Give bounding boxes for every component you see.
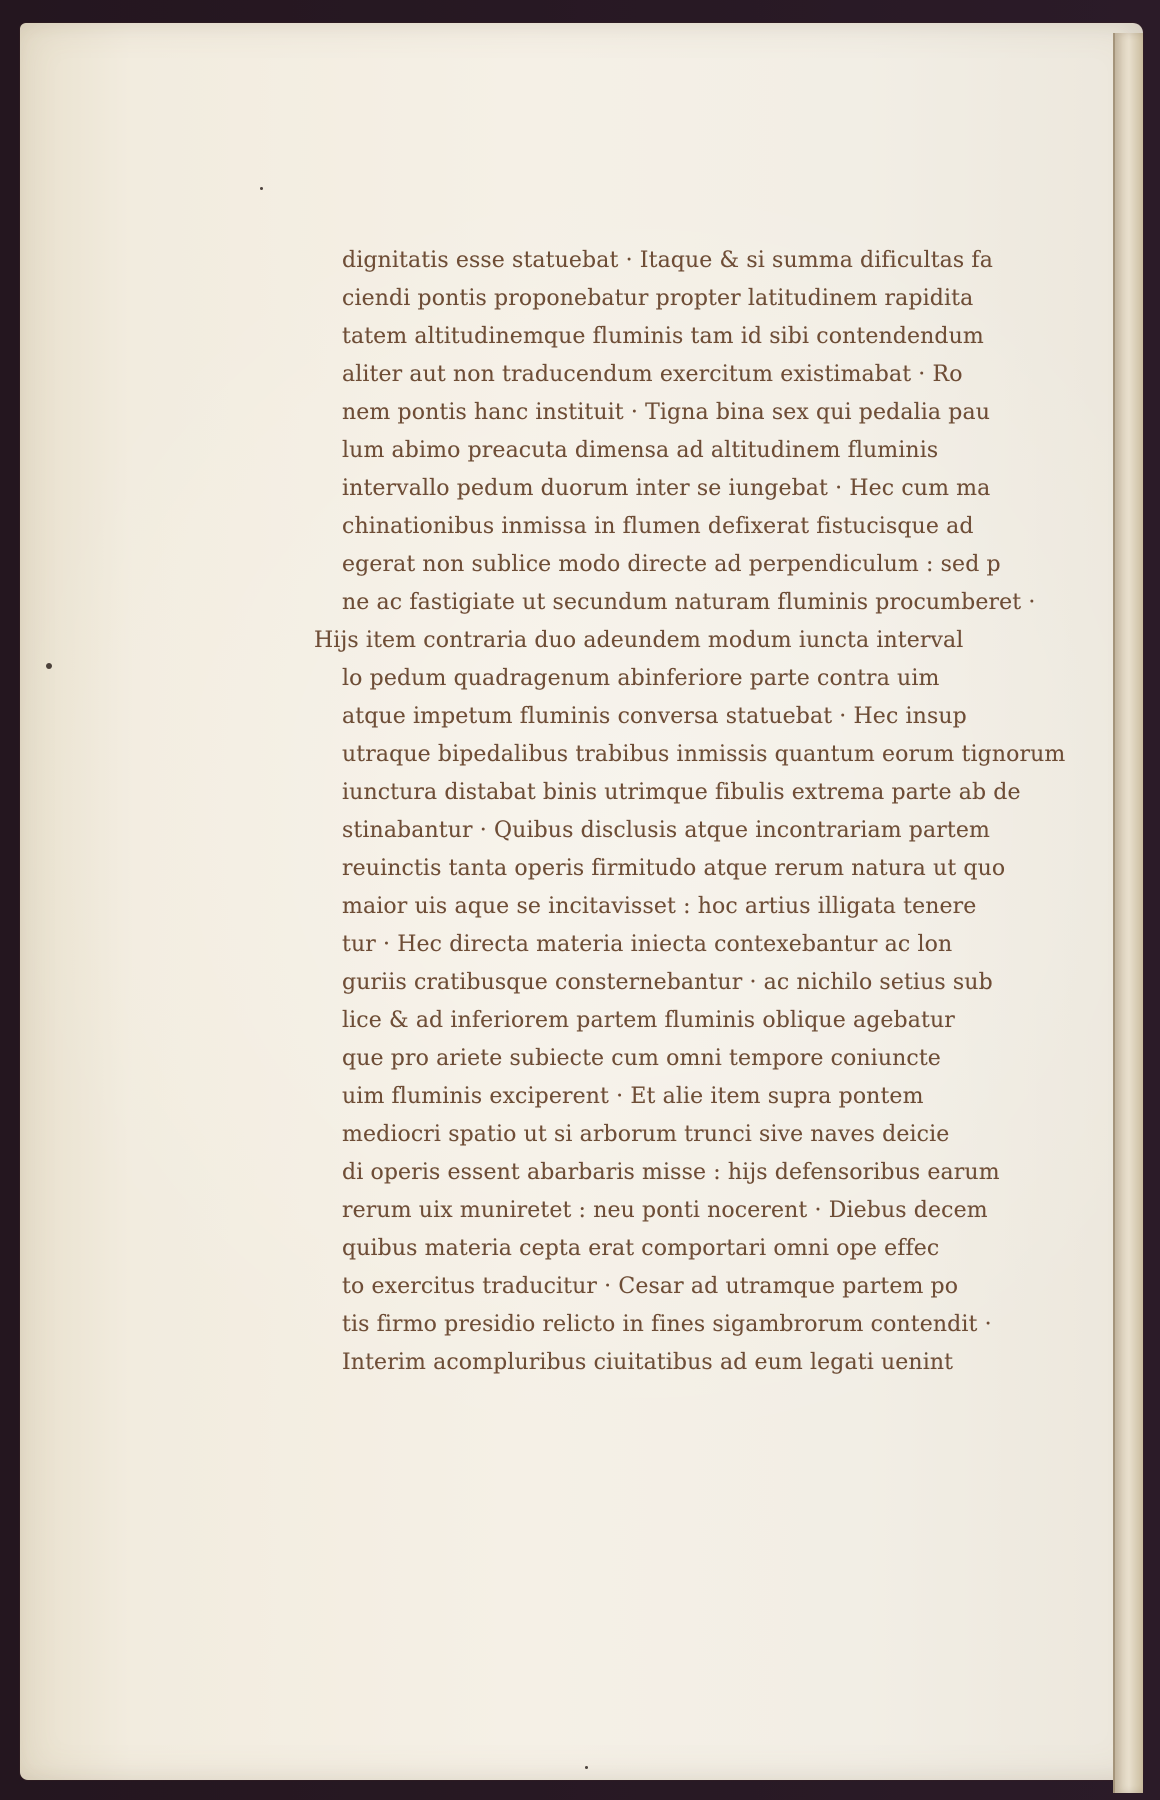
manuscript-line: reuinctis tanta operis firmitudo atque rerum natura ut quo bbox=[342, 856, 1006, 881]
manuscript-line: quibus materia cepta erat comportari omni ope effec bbox=[342, 1236, 940, 1261]
manuscript-line: aliter aut non traducendum exercitum existimabat · Ro bbox=[342, 362, 963, 387]
manuscript-text-block bbox=[314, 242, 1100, 1382]
manuscript-line: nem pontis hanc instituit · Tigna bina sex qui pedalia pau bbox=[342, 400, 990, 425]
manuscript-line: ciendi pontis proponebatur propter latitudinem rapidita bbox=[342, 286, 974, 311]
margin-marks bbox=[1111, 213, 1125, 333]
manuscript-line: stinabantur · Quibus disclusis atque incontrariam partem bbox=[342, 818, 990, 843]
manuscript-line: maior uis aque se incitavisset : hoc artius illigata tenere bbox=[342, 894, 977, 919]
manuscript-line: tatem altitudinemque fluminis tam id sibi contendendum bbox=[342, 324, 984, 349]
manuscript-line: lo pedum quadragenum abinferiore parte contra uim bbox=[342, 666, 940, 691]
manuscript-line: tis firmo presidio relicto in fines sigambrorum contendit · bbox=[342, 1312, 992, 1337]
manuscript-line: intervallo pedum duorum inter se iungebat · Hec cum ma bbox=[342, 476, 991, 501]
manuscript-line: di operis essent abarbaris misse : hijs defensoribus earum bbox=[342, 1160, 1000, 1185]
manuscript-line: tur · Hec directa materia iniecta contexebantur ac lon bbox=[342, 932, 953, 957]
manuscript-line: dignitatis esse statuebat · Itaque & si summa dificultas fa bbox=[342, 248, 993, 273]
manuscript-line: uim fluminis exciperent · Et alie item supra pontem bbox=[342, 1084, 924, 1109]
manuscript-line: Hijs item contraria duo adeundem modum iuncta interval bbox=[314, 628, 964, 653]
manuscript-line: que pro ariete subiecte cum omni tempore coniuncte bbox=[342, 1046, 941, 1071]
ink-speck bbox=[260, 187, 263, 190]
ink-speck bbox=[46, 663, 52, 669]
manuscript-line: lum abimo preacuta dimensa ad altitudinem fluminis bbox=[342, 438, 939, 463]
ink-speck bbox=[585, 1766, 588, 1769]
manuscript-page bbox=[20, 23, 1143, 1780]
manuscript-line: lice & ad inferiorem partem fluminis oblique agebatur bbox=[342, 1008, 955, 1033]
manuscript-line: utraque bipedalibus trabibus inmissis quantum eorum tignorum bbox=[342, 742, 1066, 767]
manuscript-line: guriis cratibusque consternebantur · ac nichilo setius sub bbox=[342, 970, 993, 995]
manuscript-line: to exercitus traducitur · Cesar ad utramque partem po bbox=[342, 1274, 959, 1299]
manuscript-line: atque impetum fluminis conversa statuebat · Hec insup bbox=[342, 704, 967, 729]
manuscript-line: Interim acompluribus ciuitatibus ad eum legati uenint bbox=[342, 1350, 954, 1375]
manuscript-line: iunctura distabat binis utrimque fibulis extrema parte ab de bbox=[342, 780, 1021, 805]
manuscript-line: ne ac fastigiate ut secundum naturam fluminis procumberet · bbox=[342, 590, 1036, 615]
manuscript-line: mediocri spatio ut si arborum trunci sive naves deicie bbox=[342, 1122, 950, 1147]
manuscript-line: rerum uix muniretet : neu ponti nocerent · Diebus decem bbox=[342, 1198, 988, 1223]
manuscript-line: egerat non sublice modo directe ad perpendiculum : sed p bbox=[342, 552, 1001, 577]
manuscript-line: chinationibus inmissa in flumen defixerat fistucisque ad bbox=[342, 514, 974, 539]
